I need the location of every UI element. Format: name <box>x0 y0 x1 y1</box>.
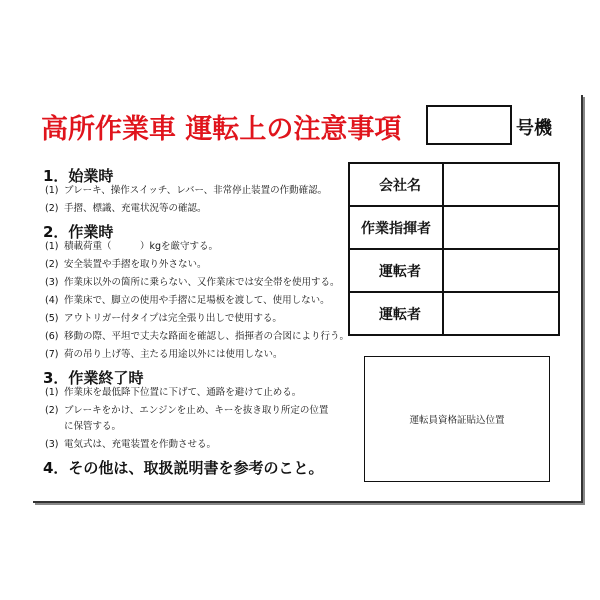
operator-label: 運転者 <box>349 249 443 292</box>
certificate-attachment-label: 運転員資格証貼込位置 <box>409 415 505 426</box>
list-item: (5) アウトリガー付タイプは完全張り出しで使用する。 <box>45 313 282 324</box>
list-item: (2) 安全装置や手摺を取り外さない。 <box>45 259 207 270</box>
list-item: (3) 作業床以外の箇所に乗らない、又作業床では安全帯を使用する。 <box>45 277 340 288</box>
list-item: (1) 積載荷重（ ）kgを厳守する。 <box>45 241 219 252</box>
certificate-attachment-area <box>364 356 550 482</box>
operator-field[interactable] <box>443 292 559 335</box>
section-heading: 1．始業時 <box>43 167 114 185</box>
list-item: に保管する。 <box>64 421 122 432</box>
list-item: (7) 荷の吊り上げ等、主たる用途以外には使用しない。 <box>45 349 283 360</box>
list-item: (3) 電気式は、充電装置を作動させる。 <box>45 439 217 450</box>
table-row <box>349 249 559 292</box>
table-row <box>349 206 559 249</box>
vehicle-number-box <box>426 105 512 145</box>
section-heading: 3．作業終了時 <box>43 369 144 387</box>
list-item: (4) 作業床で、脚立の使用や手摺に足場板を渡して、使用しない。 <box>45 295 330 306</box>
work-supervisor-field[interactable] <box>443 206 559 249</box>
list-item: (1) ブレーキ、操作スイッチ、レバー、非常停止装置の作動確認。 <box>45 185 328 196</box>
company-name-field[interactable] <box>443 163 559 206</box>
section-heading: 4．その他は、取扱説明書を参考のこと。 <box>43 459 324 477</box>
work-supervisor-label: 作業指揮者 <box>349 206 443 249</box>
table-row <box>349 292 559 335</box>
list-item: (6) 移動の際、平坦で丈夫な路面を確認し、指揮者の合図により行う。 <box>45 331 350 342</box>
section-heading: 2．作業時 <box>43 223 114 241</box>
table-row <box>349 163 559 206</box>
sign-title: 高所作業車 運転上の注意事項 <box>41 114 402 145</box>
list-item: (2) 手摺、標識、充電状況等の確認。 <box>45 203 207 214</box>
info-table <box>348 162 560 336</box>
vehicle-number-suffix: 号機 <box>516 118 552 139</box>
operator-label: 運転者 <box>349 292 443 335</box>
list-item: (2) ブレーキをかけ、エンジンを止め、キーを抜き取り所定の位置 <box>45 405 329 416</box>
company-name-label: 会社名 <box>349 163 443 206</box>
list-item: (1) 作業床を最低降下位置に下げて、通路を避けて止める。 <box>45 387 302 398</box>
operator-field[interactable] <box>443 249 559 292</box>
